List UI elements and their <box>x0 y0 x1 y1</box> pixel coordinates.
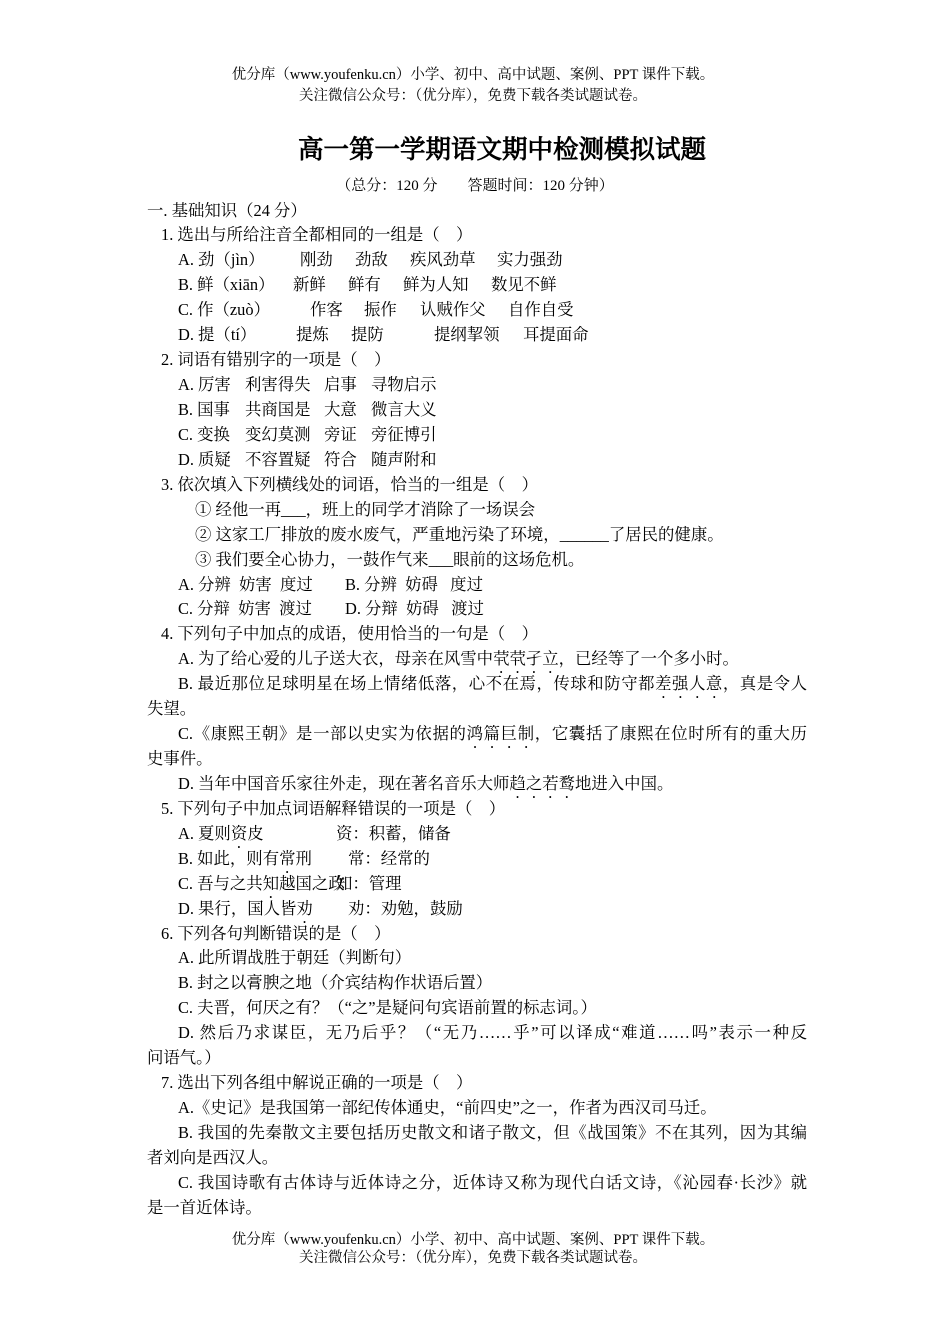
q5-option-c-dotted-word: 知 <box>262 873 280 893</box>
q4-option-c-dotted-idiom: 鸿篇巨制 <box>466 724 535 743</box>
q4-option-d-text-end: 地进入中国。 <box>575 773 674 793</box>
q2-option-d-word: 不容置疑 <box>245 449 311 469</box>
q1-option-d-word: 提防 <box>351 325 384 345</box>
q7-option-c: C. 我国诗歌有古体诗与近体诗之分，近体诗又称为现代白话文诗，《沁园春·长沙》就 <box>178 1172 807 1192</box>
q1-option-c-word: 振作 <box>364 300 397 320</box>
footer-line-1: 优分库（www.youfenku.cn）小学、初中、高中试题、案例、PPT 课件下载。 <box>231 1231 715 1248</box>
q3-option-a: A. 分辨 妨害 度过 <box>178 574 313 594</box>
q4-option-a <box>178 646 739 671</box>
q5-option-a-explanation: 资：积蓄，储备 <box>336 823 451 843</box>
q1-option-b-word: 鲜有 <box>348 275 381 295</box>
exam-subtitle: （总分：120 分 答题时间：120 分钟） <box>336 178 614 194</box>
q3-sentence-1: ① 经他一再___，班上的同学才消除了一场误会 <box>195 499 536 519</box>
question-4-stem: 4. 下列句子中加点的成语，使用恰当的一句是（ ） <box>161 624 538 644</box>
q5-option-b-text-end: 刑 <box>295 848 312 868</box>
q5-option-a-text: A. 夏则 <box>178 823 231 843</box>
footer-line-2: 关注微信公众号：（优分库），免费下载各类试题试卷。 <box>299 1249 647 1266</box>
q1-option-c-word: 认贼作父 <box>420 300 486 320</box>
q5-option-c-text-end: 越国之政 <box>279 873 345 893</box>
q1-option-c-label: C. 作（zuò） <box>178 300 270 320</box>
q5-option-d-text: D. 果行，国人皆 <box>178 898 297 918</box>
q1-option-b-word: 鲜为人知 <box>403 275 469 295</box>
q3-option-d: D. 分辩 妨碍 渡过 <box>345 599 484 619</box>
q5-option-b-text: B. 如此，则有 <box>178 848 280 868</box>
q1-option-a-label: A. 劲（jìn） <box>178 250 265 270</box>
question-7-stem: 7. 选出下列各组中解说正确的一项是（ ） <box>161 1073 473 1093</box>
q4-option-b-text: B. 最近那位足球明星在场上情绪低落，心不在焉，传球和防守都 <box>178 674 656 694</box>
q1-option-a <box>0 247 950 272</box>
q2-option-c-word: 变幻莫测 <box>245 424 311 444</box>
q3-sentence-3: ③ 我们要全心协力，一鼓作气来___眼前的这场危机。 <box>195 549 585 569</box>
q5-option-c-text: C. 吾与之共 <box>178 873 263 893</box>
q2-option-b-word: B. 国事 <box>178 399 230 419</box>
q1-option-a-word: 劲敌 <box>355 250 388 270</box>
q4-option-a-text: A. 为了给心爱的儿子送大衣，母亲在风雪中 <box>178 649 494 669</box>
q1-option-b-word: 新鲜 <box>293 275 326 295</box>
q5-option-d-dotted-word: 劝 <box>296 898 313 918</box>
q4-option-c-continuation: 史事件。 <box>147 749 213 768</box>
q2-option-b <box>0 397 950 422</box>
q7-option-c-continuation: 是一首近体诗。 <box>147 1197 262 1217</box>
q6-option-d: D. 然后乃求谋臣，无乃后乎？（“无乃……乎”可以译成“难道……吗”表示一种反 <box>178 1023 807 1043</box>
q1-option-d-word: 提炼 <box>296 325 329 345</box>
q2-option-a-word: 利害得失 <box>245 375 311 394</box>
q3-options-row-2 <box>0 596 950 621</box>
question-2-stem: 2. 词语有错别字的一项是（ ） <box>161 350 391 370</box>
q5-option-c-explanation: 知：管理 <box>336 873 402 893</box>
q4-option-c <box>178 721 807 746</box>
q1-option-c-word: 作客 <box>310 300 343 320</box>
q2-option-c-word: 旁征博引 <box>371 424 437 444</box>
q2-option-b-word: 微言大义 <box>371 399 437 419</box>
q2-option-a-word: 寻物启示 <box>371 375 437 394</box>
q5-option-a-dotted-word: 资 <box>230 823 248 843</box>
q6-option-d-continuation: 问语气。） <box>147 1048 221 1068</box>
q7-option-b-continuation: 者刘向是西汉人。 <box>147 1147 279 1167</box>
q2-option-c <box>0 422 950 447</box>
header-line-1: 优分库（www.youfenku.cn）小学、初中、高中试题、案例、PPT 课件下载。 <box>231 66 715 83</box>
q4-option-b <box>178 671 807 696</box>
q1-option-a-word: 疾风劲草 <box>410 250 476 270</box>
q2-option-b-word: 大意 <box>324 399 357 419</box>
q2-option-a-word: 启事 <box>324 375 357 394</box>
q4-option-c-text: C.《康熙王朝》是一部以史实为依据的 <box>178 724 467 743</box>
q2-option-b-word: 共商国是 <box>245 399 311 419</box>
q1-option-c <box>0 297 950 322</box>
q7-option-b: B. 我国的先秦散文主要包括历史散文和诸子散文，但《战国策》不在其列，因为其编 <box>178 1122 807 1142</box>
q5-option-d-explanation: 劝：劝勉，鼓励 <box>348 898 463 918</box>
question-3-stem: 3. 依次填入下列横线处的词语，恰当的一组是（ ） <box>161 474 538 494</box>
q5-option-a <box>0 821 950 846</box>
q7-option-a: A.《史记》是我国第一部纪传体通史，“前四史”之一，作者为西汉司马迁。 <box>178 1098 717 1117</box>
q2-option-c-word: 旁证 <box>324 424 357 444</box>
q3-options-row-1 <box>0 572 950 597</box>
q1-option-b <box>0 272 950 297</box>
q5-option-c <box>0 871 950 896</box>
q4-option-d <box>178 771 673 796</box>
q3-option-b: B. 分辨 妨碍 度过 <box>345 574 483 594</box>
q1-option-d <box>0 322 950 347</box>
q3-sentence-2: ② 这家工厂排放的废水废气，严重地污染了环境，______了居民的健康。 <box>195 524 724 544</box>
q4-option-b-continuation: 失望。 <box>147 699 197 719</box>
q5-option-b <box>0 846 950 871</box>
section-heading: 一. 基础知识（24 分） <box>147 200 307 220</box>
q4-option-d-text: D. 当年中国音乐家往外走，现在著名音乐大师 <box>178 773 510 793</box>
question-6-stem: 6. 下列各句判断错误的是（ ） <box>161 923 391 943</box>
q2-option-a <box>0 372 950 397</box>
q4-option-b-dotted-idiom: 差强人意 <box>655 674 723 694</box>
q4-option-b-text-end: ，真是令人 <box>722 674 807 694</box>
q2-option-c-word: C. 变换 <box>178 424 230 444</box>
q5-option-a-text-end: 皮 <box>247 823 264 843</box>
q6-option-c: C. 夫晋，何厌之有？（“之”是疑问句宾语前置的标志词。） <box>178 998 597 1018</box>
q5-option-d <box>0 896 950 921</box>
q2-option-d-word: 随声附和 <box>371 449 437 469</box>
q3-option-c: C. 分辩 妨害 渡过 <box>178 599 312 619</box>
q6-option-a: A. 此所谓战胜于朝廷（判断句） <box>178 948 412 968</box>
q2-option-d-word: 符合 <box>324 449 357 469</box>
q1-option-d-word: 提纲挈领 <box>434 325 500 345</box>
header-line-2: 关注微信公众号：（优分库），免费下载各类试题试卷。 <box>299 87 647 104</box>
question-1-stem: 1. 选出与所给注音全都相同的一组是（ ） <box>161 225 473 245</box>
q4-option-c-text-end: ，它囊括了康熙在位时所有的重大历 <box>534 724 808 743</box>
q1-option-d-word: 耳提面命 <box>523 325 589 345</box>
question-5-stem: 5. 下列句子中加点词语解释错误的一项是（ ） <box>161 798 506 818</box>
exam-title: 高一第一学期语文期中检测模拟试题 <box>298 135 707 164</box>
q2-option-d <box>0 447 950 472</box>
q4-option-d-dotted-idiom: 趋之若鹜 <box>509 773 576 793</box>
q6-option-b: B. 封之以膏腴之地（介宾结构作状语后置） <box>178 973 493 993</box>
q5-option-b-explanation: 常：经常的 <box>348 848 430 868</box>
q5-option-b-dotted-word: 常 <box>279 848 296 868</box>
q4-option-a-text-end: ，已经等了一个多小时。 <box>558 649 739 669</box>
q1-option-b-label: B. 鲜（xiān） <box>178 275 275 295</box>
q2-option-a-word: A. 厉害 <box>178 375 231 394</box>
q1-option-a-word: 实力强劲 <box>497 250 563 270</box>
q1-option-c-word: 自作自受 <box>508 300 574 320</box>
q2-option-d-word: D. 质疑 <box>178 449 231 469</box>
q1-option-a-word: 刚劲 <box>300 250 333 270</box>
q4-option-a-dotted-idiom: 茕茕孑立 <box>493 649 559 669</box>
q1-option-d-label: D. 提（tí） <box>178 325 257 345</box>
q1-option-b-word: 数见不鲜 <box>491 275 557 295</box>
